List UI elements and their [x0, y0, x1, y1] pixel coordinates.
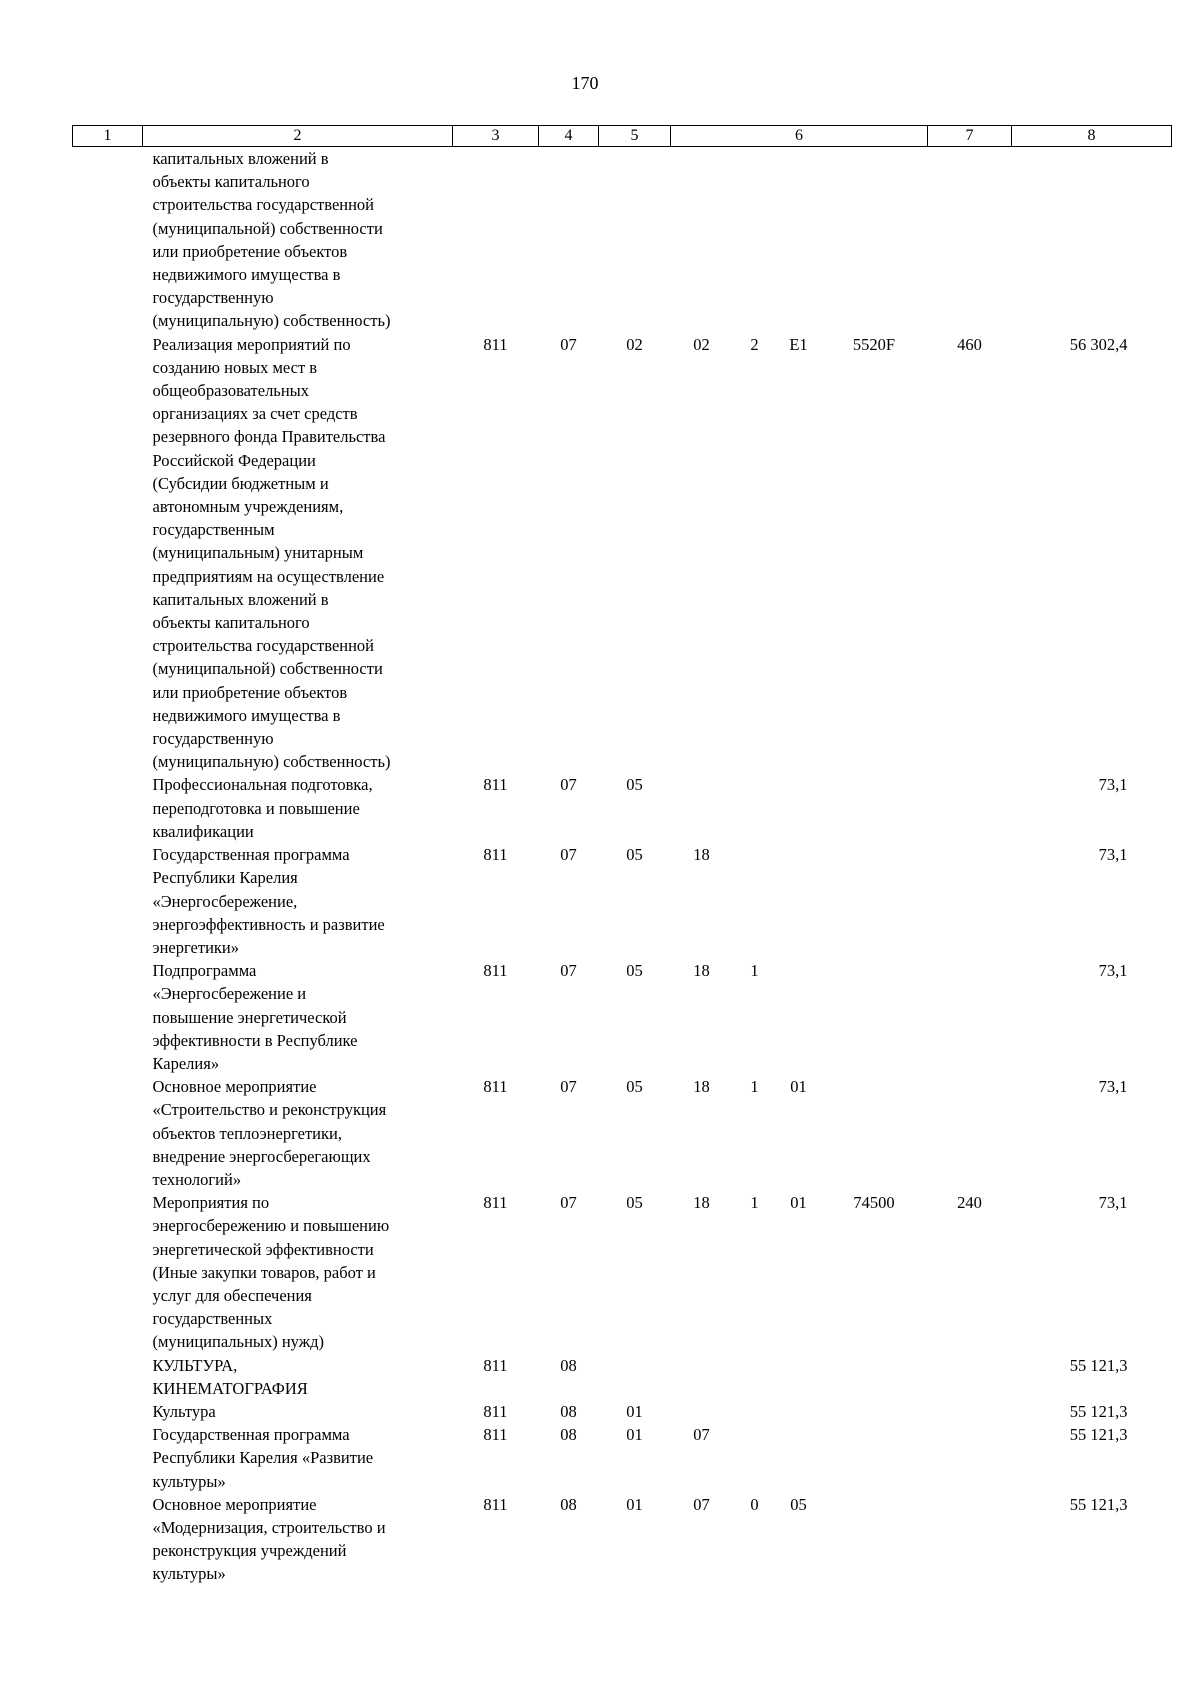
- row-name: [143, 1423, 453, 1493]
- row-subprogram-code: [733, 1400, 777, 1423]
- row-number: [73, 147, 143, 333]
- row-name: [143, 843, 453, 959]
- row-subsection-code: 01: [626, 1494, 643, 1514]
- row-amount: 73,1: [1098, 1193, 1128, 1213]
- row-direction-code: [821, 1075, 928, 1191]
- row-program-code: [671, 147, 733, 333]
- row-amount: [1012, 147, 1172, 333]
- row-section-code: [539, 147, 599, 333]
- row-subprogram-code: [733, 773, 777, 843]
- row-amount: 56 302,4: [1069, 334, 1128, 354]
- table-row: [73, 1354, 1172, 1400]
- row-subprogram-code: 1: [750, 1077, 759, 1097]
- row-ministry-code: 811: [483, 1401, 508, 1421]
- row-name-text: Профессиональная подготовка, переподготовка и повышение квалификации: [152, 775, 373, 841]
- row-direction-code: 74500: [853, 1193, 895, 1213]
- table-body: [73, 147, 1172, 1586]
- row-number: [73, 773, 143, 843]
- row-direction-code: [821, 1423, 928, 1493]
- row-expense-type: 240: [957, 1193, 982, 1213]
- row-subprogram-code: 1: [750, 961, 759, 981]
- row-ministry-code: [453, 147, 539, 333]
- row-number: [73, 959, 143, 1075]
- row-program-code: [671, 773, 733, 843]
- row-activity-code: [777, 843, 821, 959]
- header-col-1: 1: [73, 126, 143, 147]
- row-name-text: Реализация мероприятий по созданию новых мест в общеобразовательных организациях за счет средств резервного фонда Правительства Российской Федерации (Субсидии бюджетным и автономным учреждениям, государственным (муниципальным) унитарным предприятиям на осуществление капитальных вложений в объекты капитального строительства государственной (муниципальной) собственности или приобретение объектов недвижимого имущества в государственную (муниципальную) собственность): [152, 334, 391, 772]
- row-ministry-code: 811: [483, 845, 508, 865]
- row-name-text: Подпрограмма «Энергосбережение и повышение энергетической эффективности в Республике Карелия»: [152, 961, 358, 1073]
- row-expense-type: [928, 1423, 1012, 1493]
- row-expense-type: [928, 1075, 1012, 1191]
- row-number: [73, 1191, 143, 1353]
- row-activity-code: 01: [790, 1193, 807, 1213]
- row-activity-code: E1: [789, 334, 808, 354]
- row-section-code: 07: [560, 775, 577, 795]
- row-section-code: 07: [560, 334, 577, 354]
- row-section-code: 07: [560, 1193, 577, 1213]
- table-row: [73, 1423, 1172, 1493]
- row-activity-code: [777, 147, 821, 333]
- table-row: [73, 959, 1172, 1075]
- header-col-5: 5: [599, 126, 671, 147]
- row-program-code: 07: [693, 1425, 710, 1445]
- row-ministry-code: 811: [483, 1355, 508, 1375]
- row-expense-type: [928, 1400, 1012, 1423]
- row-subprogram-code: 0: [750, 1494, 759, 1514]
- row-subsection-code: 05: [626, 1193, 643, 1213]
- row-subprogram-code: 1: [750, 1193, 759, 1213]
- row-expense-type: [928, 147, 1012, 333]
- row-expense-type: [928, 773, 1012, 843]
- row-name-text: Культура: [152, 1401, 216, 1421]
- row-direction-code: [821, 1493, 928, 1586]
- row-name-text: КУЛЬТУРА, КИНЕМАТОГРАФИЯ: [152, 1355, 308, 1398]
- table-row: [73, 1400, 1172, 1423]
- row-subsection-code: [599, 147, 671, 333]
- row-name-text: Государственная программа Республики Карелия «Развитие культуры»: [152, 1425, 374, 1491]
- row-name: [143, 1075, 453, 1191]
- row-name: [143, 959, 453, 1075]
- row-ministry-code: 811: [483, 1494, 508, 1514]
- row-expense-type: 460: [957, 334, 982, 354]
- row-subprogram-code: 2: [750, 334, 759, 354]
- row-program-code: [671, 1354, 733, 1400]
- table-row: [73, 333, 1172, 774]
- row-direction-code: [821, 843, 928, 959]
- row-subsection-code: 05: [626, 845, 643, 865]
- row-number: [73, 1400, 143, 1423]
- row-program-code: 07: [693, 1494, 710, 1514]
- row-ministry-code: 811: [483, 1077, 508, 1097]
- row-subsection-code: 05: [626, 961, 643, 981]
- header-col-3: 3: [453, 126, 539, 147]
- row-amount: 55 121,3: [1069, 1355, 1128, 1375]
- table-row: [73, 1493, 1172, 1586]
- row-section-code: 07: [560, 1077, 577, 1097]
- row-program-code: 18: [693, 845, 710, 865]
- table-header: [73, 126, 1172, 147]
- row-ministry-code: 811: [483, 961, 508, 981]
- table-row: [73, 843, 1172, 959]
- row-name-text: Мероприятия по энергосбережению и повышению энергетической эффективности (Иные закупки товаров, работ и услуг для обеспечения государственных (муниципальных) нужд): [152, 1193, 390, 1352]
- row-activity-code: [777, 1354, 821, 1400]
- row-section-code: 08: [560, 1401, 577, 1421]
- budget-table: [72, 125, 1172, 1586]
- row-amount: 73,1: [1098, 1077, 1128, 1097]
- row-activity-code: [777, 773, 821, 843]
- row-activity-code: [777, 1400, 821, 1423]
- row-number: [73, 1075, 143, 1191]
- row-amount: 73,1: [1098, 961, 1128, 981]
- row-ministry-code: 811: [483, 1193, 508, 1213]
- row-amount: 55 121,3: [1069, 1494, 1128, 1514]
- row-section-code: 07: [560, 845, 577, 865]
- row-program-code: 18: [693, 1193, 710, 1213]
- row-direction-code: [821, 959, 928, 1075]
- row-number: [73, 333, 143, 774]
- row-subsection-code: 01: [626, 1425, 643, 1445]
- row-name: [143, 1493, 453, 1586]
- row-name: [143, 147, 453, 333]
- header-col-8: 8: [1012, 126, 1172, 147]
- row-subsection-code: 05: [626, 775, 643, 795]
- row-name-text: Основное мероприятие «Модернизация, строительство и реконструкция учреждений культуры»: [152, 1494, 386, 1584]
- row-amount: 73,1: [1098, 775, 1128, 795]
- row-name: [143, 1354, 453, 1400]
- row-direction-code: [821, 1400, 928, 1423]
- row-expense-type: [928, 959, 1012, 1075]
- row-name-text: капитальных вложений в объекты капитального строительства государственной (муниципальной) собственности или приобретение объектов недвижимого имущества в государственную (муниципальную) собственность): [152, 149, 391, 331]
- row-ministry-code: 811: [483, 775, 508, 795]
- row-expense-type: [928, 1493, 1012, 1586]
- row-subprogram-code: [733, 1354, 777, 1400]
- row-ministry-code: 811: [483, 334, 508, 354]
- row-activity-code: [777, 959, 821, 1075]
- row-subprogram-code: [733, 147, 777, 333]
- row-name-text: Основное мероприятие «Строительство и реконструкция объектов теплоэнергетики, внедрение энергосберегающих технологий»: [152, 1077, 387, 1189]
- table-row: [73, 773, 1172, 843]
- row-section-code: 07: [560, 961, 577, 981]
- row-activity-code: [777, 1423, 821, 1493]
- row-direction-code: [821, 1354, 928, 1400]
- header-col-4: 4: [539, 126, 599, 147]
- row-subsection-code: 02: [626, 334, 643, 354]
- row-number: [73, 843, 143, 959]
- row-subprogram-code: [733, 1423, 777, 1493]
- row-name: [143, 333, 453, 774]
- row-name: [143, 1191, 453, 1353]
- row-direction-code: 5520F: [852, 334, 896, 354]
- row-program-code: 18: [693, 961, 710, 981]
- row-amount: 73,1: [1098, 845, 1128, 865]
- row-name: [143, 1400, 453, 1423]
- row-number: [73, 1423, 143, 1493]
- row-section-code: 08: [560, 1494, 577, 1514]
- row-direction-code: [821, 773, 928, 843]
- row-section-code: 08: [560, 1355, 577, 1375]
- header-col-7: 7: [928, 126, 1012, 147]
- row-name: [143, 773, 453, 843]
- row-subsection-code: [599, 1354, 671, 1400]
- header-col-6: 6: [671, 126, 928, 147]
- page-number: 170: [571, 73, 599, 93]
- row-section-code: 08: [560, 1425, 577, 1445]
- row-direction-code: [821, 147, 928, 333]
- row-subsection-code: 05: [626, 1077, 643, 1097]
- header-row: [73, 126, 1172, 147]
- row-amount: 55 121,3: [1069, 1401, 1128, 1421]
- row-activity-code: 05: [790, 1494, 807, 1514]
- row-program-code: 18: [693, 1077, 710, 1097]
- table-row: [73, 1191, 1172, 1353]
- row-number: [73, 1354, 143, 1400]
- row-subsection-code: 01: [626, 1401, 643, 1421]
- row-activity-code: 01: [790, 1077, 807, 1097]
- row-amount: 55 121,3: [1069, 1425, 1128, 1445]
- row-program-code: 02: [693, 334, 710, 354]
- table-row: [73, 1075, 1172, 1191]
- row-ministry-code: 811: [483, 1425, 508, 1445]
- row-expense-type: [928, 843, 1012, 959]
- row-name-text: Государственная программа Республики Карелия «Энергосбережение, энергоэффективность и развитие энергетики»: [152, 845, 385, 957]
- header-col-2: 2: [143, 126, 453, 147]
- row-subprogram-code: [733, 843, 777, 959]
- row-expense-type: [928, 1354, 1012, 1400]
- row-number: [73, 1493, 143, 1586]
- table-row: [73, 147, 1172, 333]
- row-program-code: [671, 1400, 733, 1423]
